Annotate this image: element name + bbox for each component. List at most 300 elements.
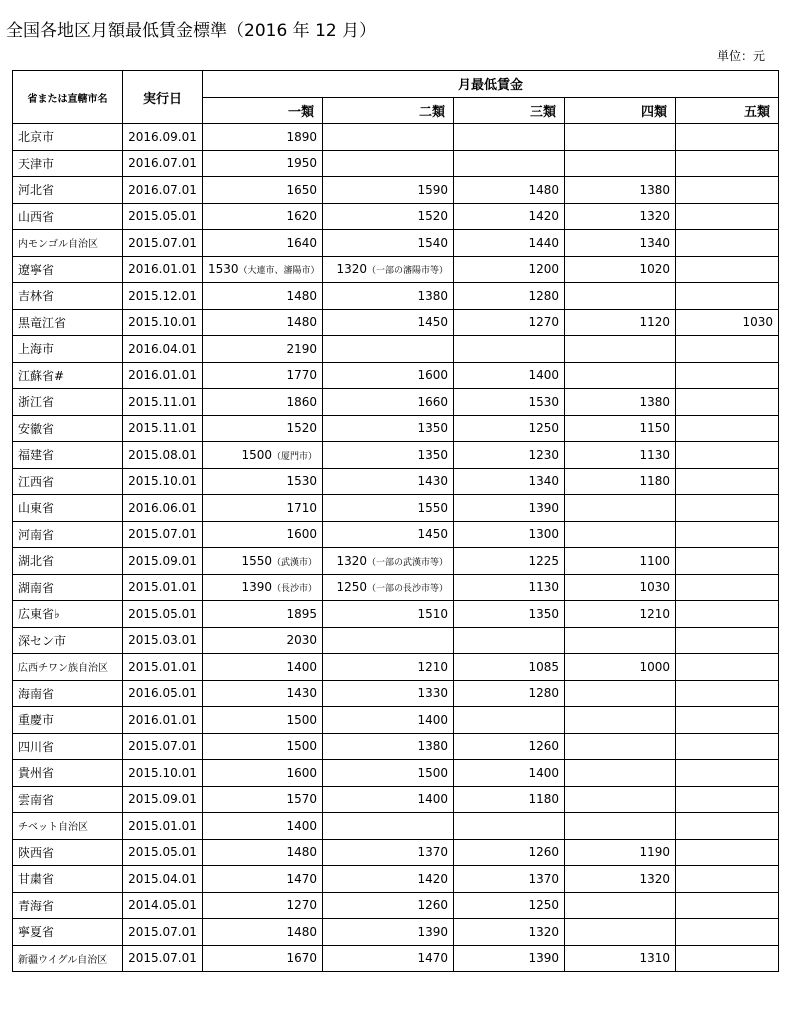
wage-class-2: [323, 866, 454, 893]
wage-value: 1300: [528, 527, 559, 542]
wage-class-5: [676, 283, 779, 310]
province-name: 吉林省: [13, 283, 123, 310]
wage-value: 1590: [417, 182, 448, 197]
province-name: 河北省: [13, 177, 123, 204]
province-name: 上海市: [13, 336, 123, 363]
province-name: 湖南省: [13, 574, 123, 601]
wage-value: 1600: [286, 527, 317, 542]
wage-value: 1600: [286, 765, 317, 780]
wage-class-1: [203, 945, 323, 972]
table-row: [13, 362, 779, 389]
wage-class-2: [323, 256, 454, 283]
wage-class-2: [323, 945, 454, 972]
wage-class-2: [323, 468, 454, 495]
wage-value: 1480: [528, 182, 559, 197]
wage-class-1: [203, 627, 323, 654]
wage-class-2: [323, 124, 454, 151]
province-name: 陝西省: [13, 839, 123, 866]
wage-class-4: [565, 839, 676, 866]
wage-value: 1550: [417, 500, 448, 515]
wage-class-4: [565, 177, 676, 204]
wage-class-5: [676, 707, 779, 734]
wage-class-3: [454, 786, 565, 813]
table-row: [13, 548, 779, 575]
wage-value: 2190: [286, 341, 317, 356]
wage-class-5: [676, 362, 779, 389]
wage-class-4: [565, 733, 676, 760]
province-name: 湖北省: [13, 548, 123, 575]
wage-class-2: [323, 892, 454, 919]
wage-class-4: [565, 866, 676, 893]
wage-class-3: [454, 256, 565, 283]
wage-class-3: [454, 150, 565, 177]
wage-value: 1020: [639, 262, 670, 277]
wage-class-2: [323, 601, 454, 628]
wage-class-3: [454, 760, 565, 787]
province-name: 天津市: [13, 150, 123, 177]
wage-note: （大連市、瀋陽市）: [238, 266, 320, 277]
wage-value: 1620: [286, 209, 317, 224]
effective-date: 2016.04.01: [123, 336, 203, 363]
wage-class-2: [323, 442, 454, 469]
table-row: [13, 495, 779, 522]
wage-class-3: [454, 707, 565, 734]
wage-class-1: [203, 495, 323, 522]
effective-date: 2015.12.01: [123, 283, 203, 310]
wage-class-5: [676, 733, 779, 760]
wage-class-5: [676, 548, 779, 575]
effective-date: 2015.05.01: [123, 839, 203, 866]
wage-value: 1550: [241, 553, 272, 568]
wage-value: 1130: [528, 580, 559, 595]
province-name: 貴州省: [13, 760, 123, 787]
wage-value: 1270: [528, 315, 559, 330]
minimum-wage-table: [12, 70, 779, 972]
wage-value: 1710: [286, 500, 317, 515]
table-row: [13, 866, 779, 893]
effective-date: 2015.04.01: [123, 866, 203, 893]
wage-value: 1420: [528, 209, 559, 224]
effective-date: 2015.07.01: [123, 733, 203, 760]
wage-note: （武漢市）: [271, 557, 317, 568]
wage-class-5: [676, 813, 779, 840]
province-name: 深セン市: [13, 627, 123, 654]
wage-class-4: [565, 654, 676, 681]
effective-date: 2015.10.01: [123, 309, 203, 336]
effective-date: 2015.07.01: [123, 919, 203, 946]
wage-class-1: [203, 654, 323, 681]
wage-class-3: [454, 177, 565, 204]
wage-value: 1400: [528, 368, 559, 383]
wage-class-1: [203, 230, 323, 257]
wage-value: 1440: [528, 235, 559, 250]
wage-value: 1180: [639, 474, 670, 489]
wage-class-1: [203, 124, 323, 151]
province-name: 山東省: [13, 495, 123, 522]
wage-value: 1390: [528, 951, 559, 966]
wage-class-1: [203, 309, 323, 336]
province-name: 新疆ウイグル自治区: [13, 945, 123, 972]
wage-value: 1320: [528, 924, 559, 939]
wage-class-4: [565, 892, 676, 919]
wage-class-4: [565, 707, 676, 734]
wage-value: 1250: [336, 580, 367, 595]
effective-date: 2015.08.01: [123, 442, 203, 469]
wage-class-1: [203, 336, 323, 363]
wage-class-2: [323, 150, 454, 177]
wage-class-2: [323, 733, 454, 760]
wage-value: 1350: [417, 421, 448, 436]
wage-value: 1895: [286, 606, 317, 621]
wage-class-1: [203, 892, 323, 919]
wage-value: 1860: [286, 394, 317, 409]
wage-value: 1260: [528, 845, 559, 860]
wage-class-1: [203, 521, 323, 548]
wage-class-2: [323, 521, 454, 548]
wage-value: 1530: [286, 474, 317, 489]
table-row: [13, 336, 779, 363]
province-name: 甘粛省: [13, 866, 123, 893]
wage-class-4: [565, 601, 676, 628]
wage-class-3: [454, 945, 565, 972]
table-row: [13, 283, 779, 310]
effective-date: 2015.07.01: [123, 230, 203, 257]
table-row: [13, 892, 779, 919]
table-row: [13, 442, 779, 469]
table-row: [13, 839, 779, 866]
wage-class-3: [454, 654, 565, 681]
province-name: 広西チワン族自治区: [13, 654, 123, 681]
wage-class-5: [676, 230, 779, 257]
wage-class-3: [454, 892, 565, 919]
effective-date: 2015.07.01: [123, 521, 203, 548]
wage-class-2: [323, 283, 454, 310]
wage-class-1: [203, 839, 323, 866]
wage-class-3: [454, 283, 565, 310]
wage-class-3: [454, 203, 565, 230]
wage-class-1: [203, 733, 323, 760]
wage-class-3: [454, 680, 565, 707]
wage-value: 1380: [639, 182, 670, 197]
header-province: 省または直轄市名: [13, 71, 123, 124]
wage-value: 1190: [639, 845, 670, 860]
table-row: [13, 707, 779, 734]
wage-class-4: [565, 124, 676, 151]
wage-class-1: [203, 786, 323, 813]
wage-class-5: [676, 495, 779, 522]
wage-class-2: [323, 362, 454, 389]
wage-class-4: [565, 680, 676, 707]
wage-value: 1320: [639, 209, 670, 224]
effective-date: 2016.07.01: [123, 177, 203, 204]
effective-date: 2015.01.01: [123, 574, 203, 601]
wage-class-3: [454, 389, 565, 416]
wage-class-3: [454, 124, 565, 151]
wage-value: 1100: [639, 553, 670, 568]
header-date: 実行日: [123, 71, 203, 124]
wage-value: 1400: [528, 765, 559, 780]
wage-class-5: [676, 124, 779, 151]
wage-class-5: [676, 945, 779, 972]
wage-value: 1260: [528, 739, 559, 754]
wage-class-3: [454, 362, 565, 389]
wage-class-1: [203, 203, 323, 230]
wage-value: 1570: [286, 792, 317, 807]
wage-value: 1085: [528, 659, 559, 674]
wage-class-3: [454, 468, 565, 495]
province-name: 青海省: [13, 892, 123, 919]
wage-class-2: [323, 177, 454, 204]
wage-class-2: [323, 839, 454, 866]
wage-class-1: [203, 442, 323, 469]
wage-value: 1180: [528, 792, 559, 807]
wage-note: （一部の武漢市等）: [366, 557, 448, 568]
wage-class-2: [323, 574, 454, 601]
wage-value: 1950: [286, 156, 317, 171]
wage-class-3: [454, 415, 565, 442]
wage-value: 1350: [417, 447, 448, 462]
wage-class-1: [203, 150, 323, 177]
unit-label: 単位：元: [716, 49, 765, 63]
wage-class-2: [323, 415, 454, 442]
header-class-5: 五類: [676, 97, 779, 124]
wage-value: 1380: [417, 739, 448, 754]
wage-class-5: [676, 654, 779, 681]
wage-class-5: [676, 574, 779, 601]
effective-date: 2015.10.01: [123, 760, 203, 787]
wage-value: 1260: [417, 898, 448, 913]
wage-class-3: [454, 601, 565, 628]
wage-value: 1520: [286, 421, 317, 436]
wage-class-5: [676, 627, 779, 654]
wage-value: 1530: [208, 262, 239, 277]
wage-class-5: [676, 680, 779, 707]
effective-date: 2015.07.01: [123, 945, 203, 972]
wage-class-4: [565, 442, 676, 469]
province-name: 重慶市: [13, 707, 123, 734]
province-name: 遼寧省: [13, 256, 123, 283]
table-row: [13, 124, 779, 151]
wage-value: 1130: [639, 447, 670, 462]
wage-class-1: [203, 866, 323, 893]
wage-class-4: [565, 786, 676, 813]
wage-note: （厦門市）: [271, 451, 317, 462]
wage-value: 1600: [417, 368, 448, 383]
wage-note: （長沙市）: [271, 584, 317, 595]
wage-class-4: [565, 256, 676, 283]
wage-class-4: [565, 230, 676, 257]
effective-date: 2016.06.01: [123, 495, 203, 522]
table-header: [13, 71, 779, 124]
header-class-3: 三類: [454, 97, 565, 124]
table-row: [13, 309, 779, 336]
wage-class-1: [203, 707, 323, 734]
effective-date: 2015.10.01: [123, 468, 203, 495]
wage-value: 1340: [528, 474, 559, 489]
wage-class-5: [676, 919, 779, 946]
table-row: [13, 733, 779, 760]
wage-value: 1330: [417, 686, 448, 701]
wage-class-5: [676, 256, 779, 283]
effective-date: 2015.09.01: [123, 786, 203, 813]
wage-class-3: [454, 548, 565, 575]
province-name: 北京市: [13, 124, 123, 151]
wage-class-1: [203, 415, 323, 442]
effective-date: 2016.01.01: [123, 707, 203, 734]
wage-class-3: [454, 733, 565, 760]
wage-class-4: [565, 203, 676, 230]
wage-value: 1400: [417, 792, 448, 807]
table-row: [13, 230, 779, 257]
wage-class-1: [203, 283, 323, 310]
wage-class-4: [565, 415, 676, 442]
wage-value: 1320: [336, 553, 367, 568]
wage-value: 1200: [528, 262, 559, 277]
wage-value: 1450: [417, 315, 448, 330]
wage-class-2: [323, 919, 454, 946]
table-row: [13, 601, 779, 628]
wage-class-3: [454, 495, 565, 522]
wage-class-1: [203, 680, 323, 707]
effective-date: 2014.05.01: [123, 892, 203, 919]
wage-class-2: [323, 680, 454, 707]
table-row: [13, 203, 779, 230]
wage-class-5: [676, 786, 779, 813]
wage-value: 1480: [286, 315, 317, 330]
wage-value: 1390: [528, 500, 559, 515]
wage-class-2: [323, 230, 454, 257]
wage-class-1: [203, 256, 323, 283]
wage-class-4: [565, 813, 676, 840]
wage-value: 1120: [639, 315, 670, 330]
province-name: 雲南省: [13, 786, 123, 813]
wage-value: 1320: [639, 871, 670, 886]
wage-class-4: [565, 389, 676, 416]
wage-class-1: [203, 389, 323, 416]
effective-date: 2016.01.01: [123, 362, 203, 389]
wage-value: 1270: [286, 898, 317, 913]
table-row: [13, 150, 779, 177]
effective-date: 2015.09.01: [123, 548, 203, 575]
effective-date: 2016.01.01: [123, 256, 203, 283]
wage-value: 1400: [286, 818, 317, 833]
wage-value: 1510: [417, 606, 448, 621]
wage-value: 1250: [528, 421, 559, 436]
province-name: 江西省: [13, 468, 123, 495]
wage-class-4: [565, 309, 676, 336]
document-title: 全国各地区月額最低賃金標準（2016 年 12 月）: [6, 21, 377, 41]
wage-value: 1390: [241, 580, 272, 595]
wage-value: 1890: [286, 129, 317, 144]
wage-class-4: [565, 283, 676, 310]
wage-class-2: [323, 813, 454, 840]
table-row: [13, 177, 779, 204]
province-name: 内モンゴル自治区: [13, 230, 123, 257]
wage-value: 1320: [336, 262, 367, 277]
wage-value: 1420: [417, 871, 448, 886]
effective-date: 2015.03.01: [123, 627, 203, 654]
header-row-top: [13, 71, 779, 98]
wage-value: 2030: [286, 633, 317, 648]
wage-value: 1500: [286, 712, 317, 727]
wage-value: 1350: [528, 606, 559, 621]
wage-value: 1310: [639, 951, 670, 966]
table-row: [13, 415, 779, 442]
wage-value: 1030: [742, 315, 773, 330]
header-class-2: 二類: [323, 97, 454, 124]
wage-class-2: [323, 309, 454, 336]
wage-value: 1000: [639, 659, 670, 674]
wage-class-3: [454, 866, 565, 893]
wage-class-3: [454, 521, 565, 548]
table-row: [13, 813, 779, 840]
wage-class-4: [565, 521, 676, 548]
province-name: 浙江省: [13, 389, 123, 416]
effective-date: 2016.05.01: [123, 680, 203, 707]
wage-class-2: [323, 548, 454, 575]
wage-value: 1210: [417, 659, 448, 674]
table-row: [13, 627, 779, 654]
wage-class-1: [203, 574, 323, 601]
wage-class-1: [203, 601, 323, 628]
province-name: 海南省: [13, 680, 123, 707]
wage-class-5: [676, 839, 779, 866]
wage-class-5: [676, 760, 779, 787]
wage-value: 1400: [417, 712, 448, 727]
wage-class-4: [565, 945, 676, 972]
table-row: [13, 654, 779, 681]
wage-class-2: [323, 654, 454, 681]
wage-value: 1150: [639, 421, 670, 436]
wage-value: 1480: [286, 924, 317, 939]
wage-class-5: [676, 442, 779, 469]
wage-class-3: [454, 919, 565, 946]
wage-value: 1470: [286, 871, 317, 886]
effective-date: 2016.07.01: [123, 150, 203, 177]
wage-value: 1400: [286, 659, 317, 674]
wage-value: 1520: [417, 209, 448, 224]
wage-class-3: [454, 442, 565, 469]
province-name: 寧夏省: [13, 919, 123, 946]
wage-class-1: [203, 468, 323, 495]
wage-class-2: [323, 627, 454, 654]
wage-class-5: [676, 309, 779, 336]
wage-class-2: [323, 203, 454, 230]
wage-value: 1430: [286, 686, 317, 701]
wage-class-3: [454, 627, 565, 654]
wage-class-4: [565, 362, 676, 389]
wage-class-4: [565, 548, 676, 575]
table-row: [13, 521, 779, 548]
wage-class-3: [454, 230, 565, 257]
wage-value: 1480: [286, 288, 317, 303]
wage-value: 1670: [286, 951, 317, 966]
header-monthly-minimum-wage: 月最低賃金: [203, 71, 779, 98]
wage-value: 1500: [417, 765, 448, 780]
table-row: [13, 389, 779, 416]
wage-value: 1380: [639, 394, 670, 409]
wage-value: 1030: [639, 580, 670, 595]
wage-note: （一部の長沙市等）: [366, 584, 448, 595]
wage-value: 1540: [417, 235, 448, 250]
wage-class-3: [454, 574, 565, 601]
wage-value: 1450: [417, 527, 448, 542]
effective-date: 2016.09.01: [123, 124, 203, 151]
wage-value: 1650: [286, 182, 317, 197]
wage-class-4: [565, 574, 676, 601]
wage-class-3: [454, 336, 565, 363]
wage-value: 1210: [639, 606, 670, 621]
